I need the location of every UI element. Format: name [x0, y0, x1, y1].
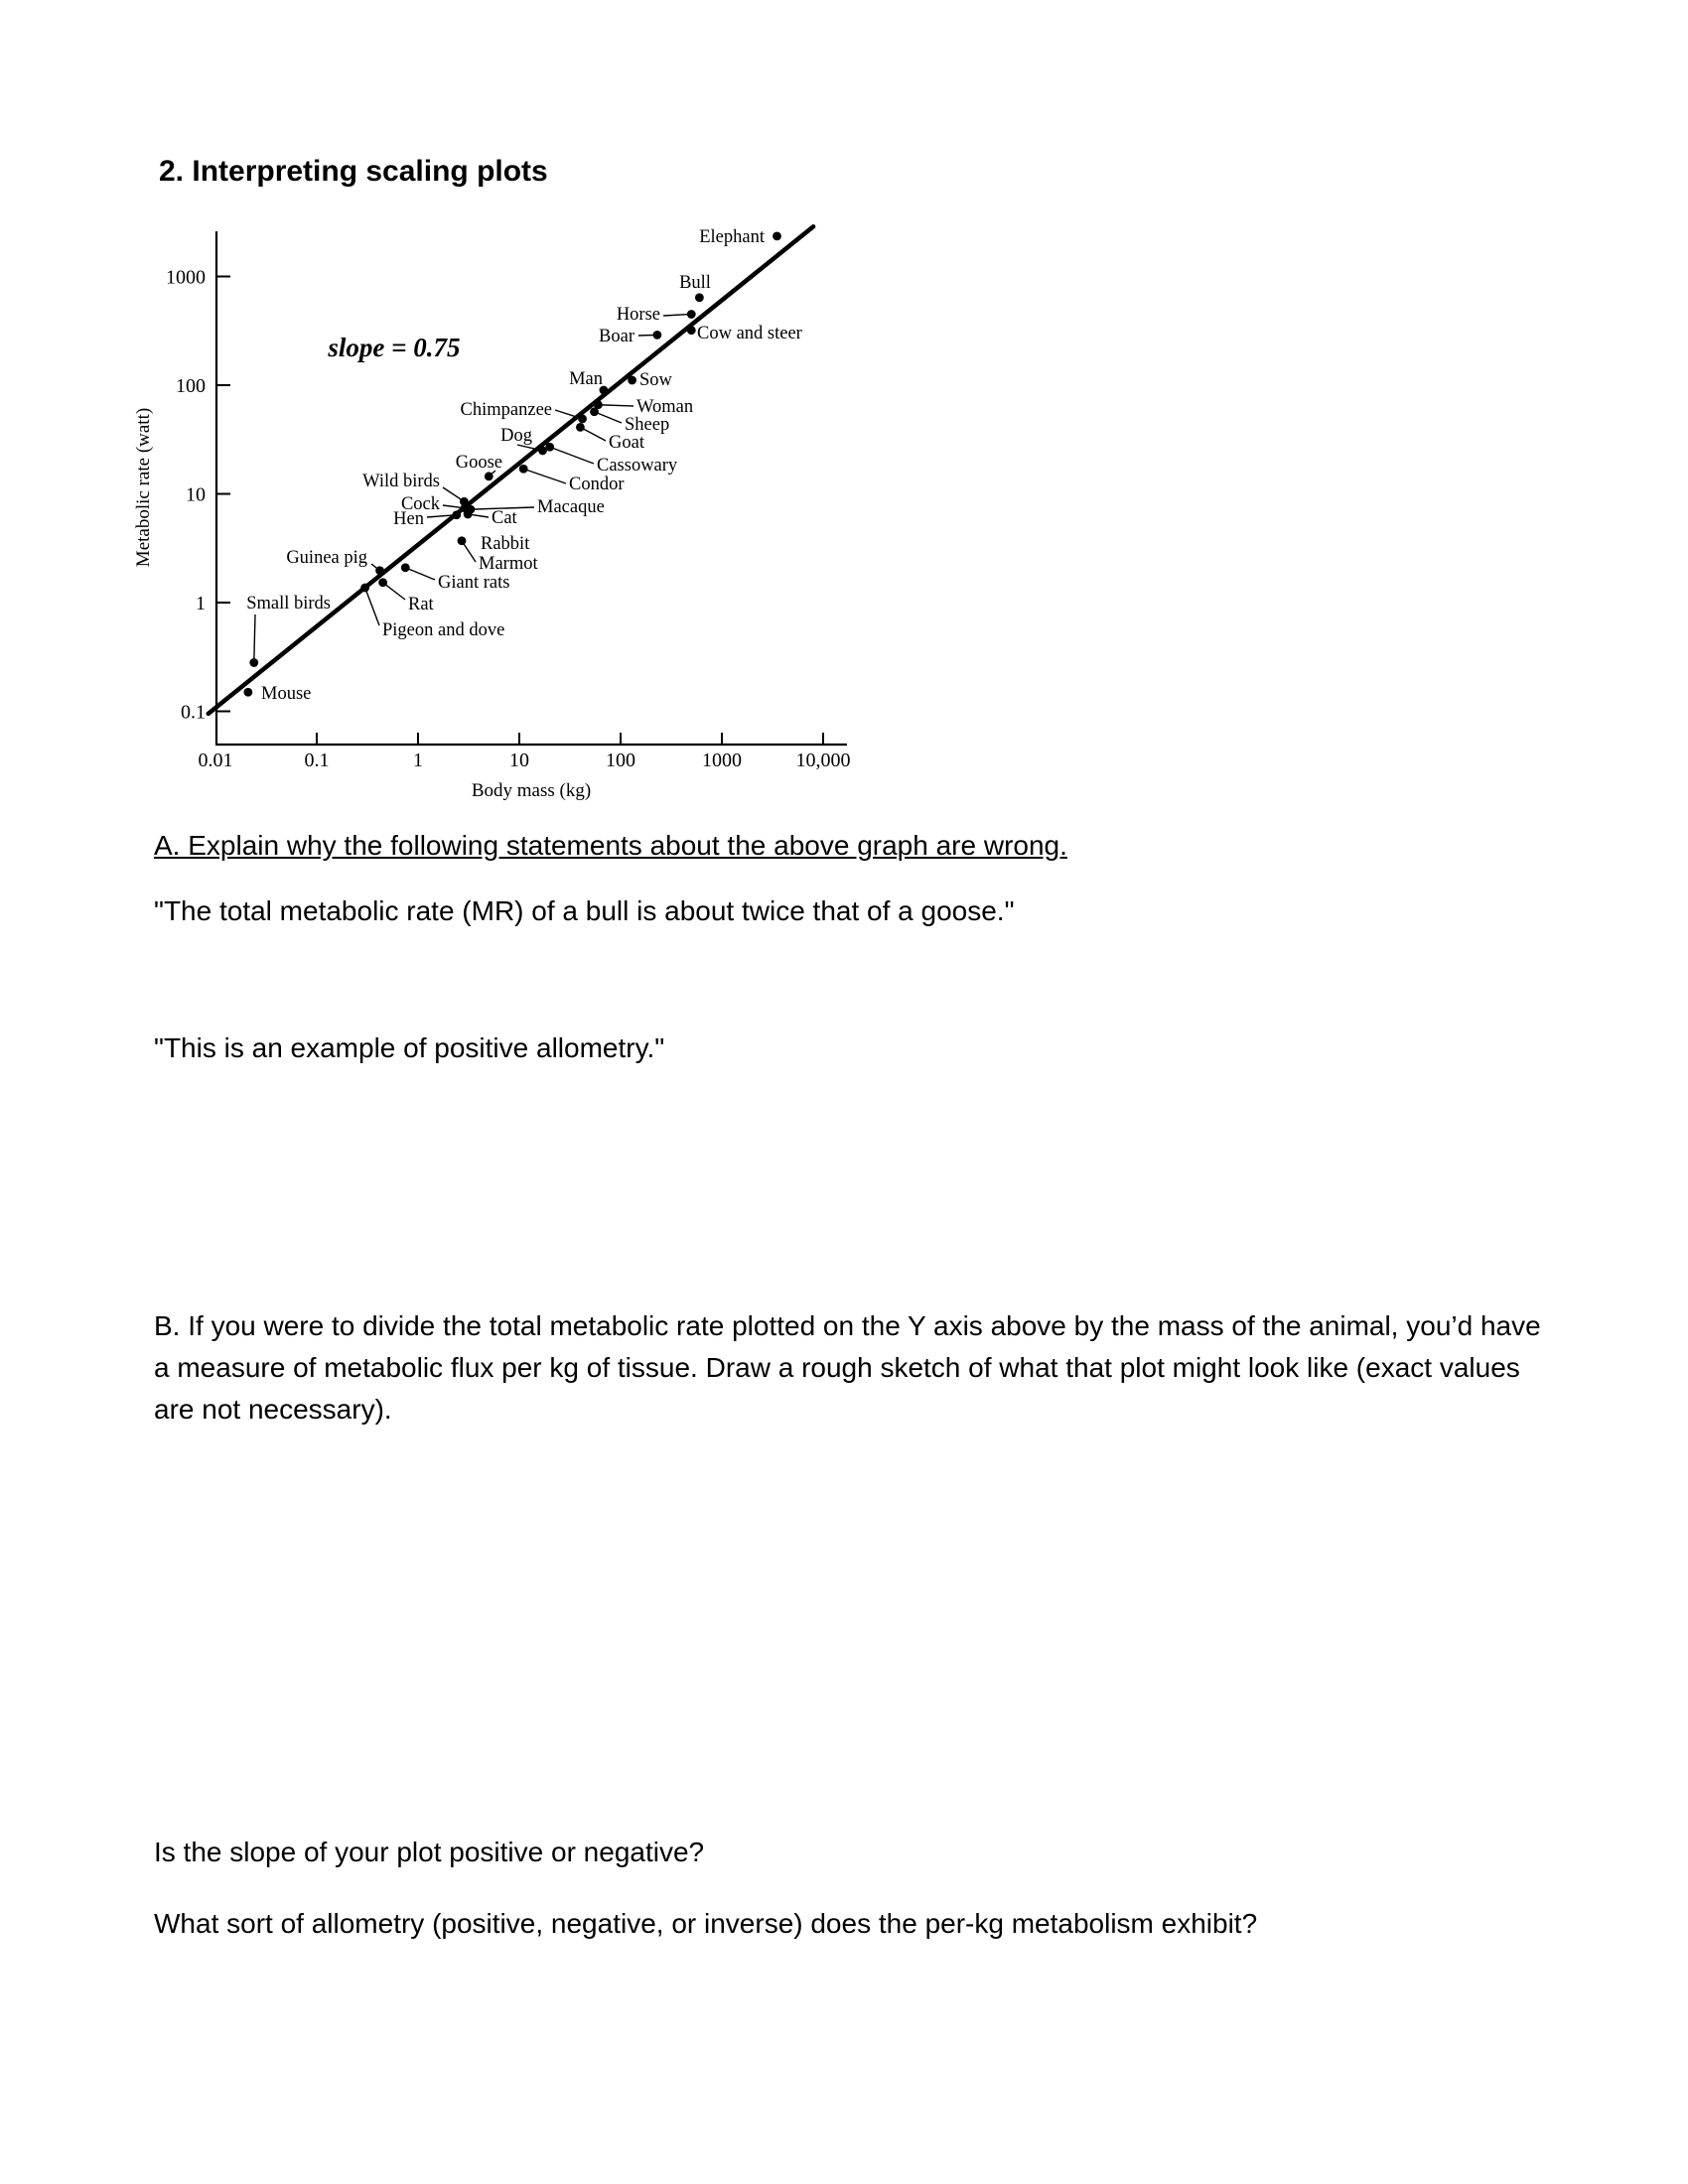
point-label-cassowary: Cassowary [597, 456, 678, 476]
point-dot-cow-and-steer [687, 326, 696, 335]
leader-line-pigeon-and-dove [365, 588, 379, 625]
trend-line [209, 226, 813, 714]
question-b-prompt: B. If you were to divide the total metabolic rate plotted on the Y axis above by the mass of the animal, you’d have a measure of metabolic flux per kg of tissue. Draw a rough sketch of what that plot might look like (exact values are not necessary). [154, 1310, 1541, 1425]
point-dot-bull [695, 293, 704, 302]
leader-line-cassowary [550, 447, 594, 464]
point-label-pigeon-and-dove: Pigeon and dove [382, 620, 505, 640]
x-axis-title: Body mass (kg) [471, 780, 592, 801]
point-dot-mouse [243, 688, 252, 697]
point-dot-elephant [773, 231, 781, 240]
leader-line-marmot [462, 541, 476, 562]
point-label-woman: Woman [636, 397, 694, 417]
point-label-sheep: Sheep [625, 415, 670, 435]
leader-line-small-birds [254, 614, 255, 663]
statement-bull-vs-goose: "The total metabolic rate (MR) of a bull is about twice that of a goose." [154, 895, 1015, 926]
x-tick-label: 10,000 [795, 750, 851, 771]
point-dot-giant-rats [401, 563, 410, 572]
point-label-sow: Sow [639, 370, 672, 390]
metabolic-scaling-chart-svg [119, 194, 904, 839]
point-dot-rat [378, 578, 387, 587]
x-tick-label: 1 [413, 750, 423, 771]
point-label-giant-rats: Giant rats [438, 573, 510, 593]
leader-line-sheep [595, 412, 622, 423]
y-tick-label: 1000 [166, 266, 206, 289]
point-label-mouse: Mouse [261, 684, 312, 704]
point-label-man: Man [569, 369, 603, 389]
leader-line-giant-rats [405, 568, 435, 580]
point-label-goat: Goat [609, 433, 644, 453]
point-label-small-birds: Small birds [246, 594, 331, 614]
point-label-hen: Hen [393, 509, 424, 529]
point-label-chimpanzee: Chimpanzee [460, 400, 552, 420]
point-dot-condor [519, 465, 528, 474]
point-label-dog: Dog [500, 426, 532, 446]
point-dot-small-birds [249, 658, 258, 667]
point-label-guinea-pig: Guinea pig [286, 548, 367, 568]
point-label-cow-and-steer: Cow and steer [697, 324, 802, 343]
point-label-cock: Cock [400, 494, 440, 514]
point-label-cat: Cat [492, 508, 517, 528]
point-label-rat: Rat [408, 595, 434, 614]
point-dot-hen [452, 510, 461, 519]
point-label-bull: Bull [679, 273, 711, 293]
y-tick-label: 10 [186, 483, 206, 506]
point-dot-pigeon-and-dove [360, 584, 369, 593]
y-tick-label: 0.1 [181, 701, 206, 724]
statement-positive-allometry: "This is an example of positive allometry." [154, 1032, 665, 1063]
point-label-rabbit: Rabbit [481, 534, 530, 554]
leader-line-woman [598, 405, 633, 406]
point-dot-horse [687, 310, 696, 319]
x-tick-label: 100 [606, 750, 635, 771]
question-per-kg-allometry: What sort of allometry (positive, negative, or inverse) does the per-kg metabolism exhibit? [154, 1908, 1258, 1939]
point-dot-sheep [590, 407, 599, 416]
y-axis-title: Metabolic rate (watt) [133, 407, 154, 568]
point-label-horse: Horse [616, 305, 660, 325]
x-tick-label: 1000 [702, 750, 742, 771]
point-label-wild-birds: Wild birds [362, 472, 440, 491]
question-slope-sign: Is the slope of your plot positive or negative? [154, 1837, 705, 1867]
point-dot-goose [485, 472, 493, 480]
point-label-goose: Goose [455, 453, 502, 473]
point-dot-boar [652, 331, 661, 340]
page-title: 2. Interpreting scaling plots [159, 155, 548, 188]
point-label-marmot: Marmot [479, 554, 538, 574]
y-tick-label: 100 [176, 375, 206, 397]
point-dot-rabbit [458, 536, 467, 545]
x-tick-label: 0.1 [304, 750, 330, 771]
question-a-heading: A. Explain why the following statements about the above graph are wrong. [154, 830, 1067, 861]
y-tick-label: 1 [196, 593, 206, 614]
point-dot-guinea-pig [375, 566, 384, 575]
point-dot-goat [576, 423, 585, 432]
slope-annotation: slope = 0.75 [328, 333, 461, 362]
point-label-elephant: Elephant [699, 227, 765, 247]
point-dot-sow [628, 376, 636, 385]
x-tick-label: 0.01 [198, 750, 233, 771]
point-label-macaque: Macaque [537, 497, 605, 517]
point-dot-cat [464, 510, 473, 519]
point-dot-chimpanzee [578, 415, 587, 424]
point-label-condor: Condor [569, 475, 625, 494]
x-tick-label: 10 [509, 750, 529, 771]
point-label-boar: Boar [599, 327, 634, 346]
point-dot-cassowary [545, 443, 554, 452]
metabolic-scaling-chart [119, 194, 904, 839]
leader-line-condor [523, 469, 566, 483]
